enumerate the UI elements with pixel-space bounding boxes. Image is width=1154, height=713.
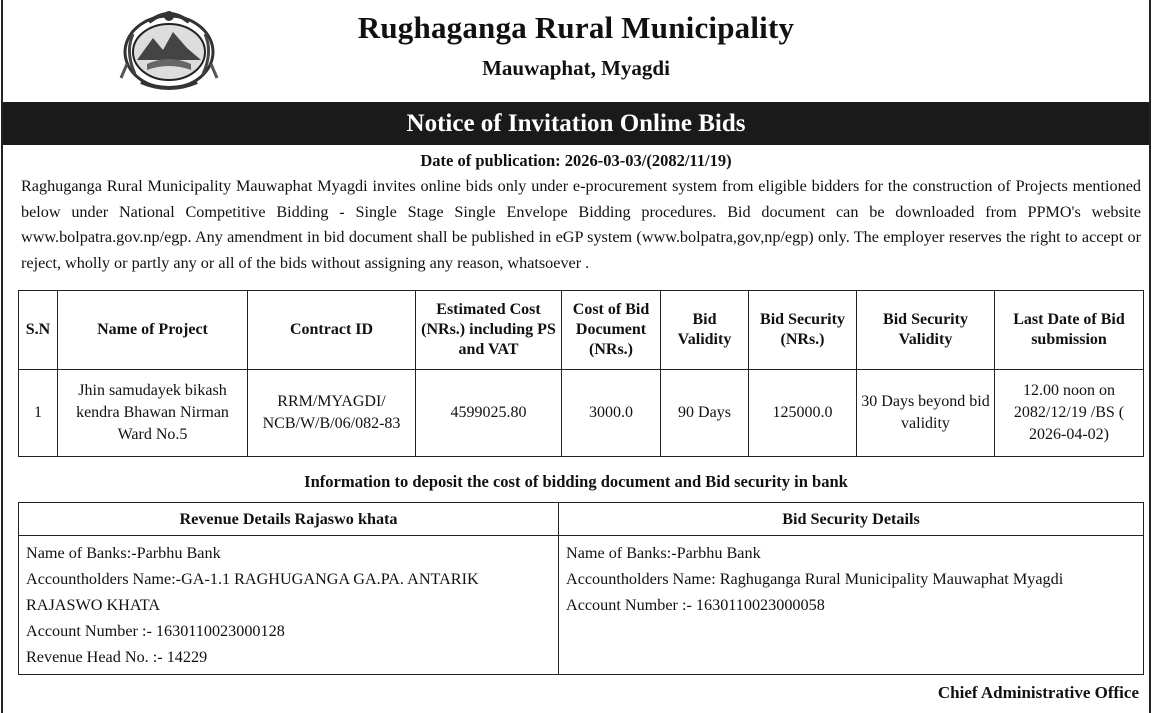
cell-security: 125000.0 [749,370,857,457]
cell-doc-cost: 3000.0 [562,370,661,457]
cell-estimated-cost: 4599025.80 [416,370,562,457]
header-estimated-cost: Estimated Cost (NRs.) including PS and VAT [416,291,562,370]
revenue-details-title: Revenue Details Rajaswo khata [19,503,559,536]
header-validity: Bid Validity [661,291,749,370]
header-contract-id: Contract ID [248,291,416,370]
security-bank-name: Name of Banks:-Parbhu Bank [566,544,761,562]
cell-sn: 1 [19,370,58,457]
cell-security-validity: 30 Days beyond bid validity [857,370,995,457]
bid-table [18,290,1144,457]
header-doc-cost: Cost of Bid Document (NRs.) [562,291,661,370]
revenue-bank-name: Name of Banks:-Parbhu Bank [26,544,221,562]
revenue-account-number: Account Number :- 1630110023000128 [26,622,285,640]
municipality-location: Mauwaphat, Myagdi [482,56,670,80]
header-security-validity: Bid Security Validity [857,291,995,370]
revenue-head-number: Revenue Head No. :- 14229 [26,648,208,666]
bank-details-table [18,502,1144,675]
notice-banner: Notice of Invitation Online Bids [3,102,1149,145]
municipality-title: Rughaganga Rural Municipality [357,10,795,45]
header-last-date: Last Date of Bid submission [995,291,1144,370]
header-project: Name of Project [58,291,248,370]
cell-project: Jhin samudayek bikash kendra Bhawan Nirman Ward No.5 [58,370,248,457]
notice-page [1,0,1151,713]
security-account-number: Account Number :- 1630110023000058 [566,596,825,614]
cell-last-date: 12.00 noon on 2082/12/19 /BS ( 2026-04-02) [995,370,1144,457]
table-row [19,370,1144,457]
bank-table-header-row [19,503,1144,536]
bid-table-header-row [19,291,1144,370]
publication-date: Date of publication: 2026-03-03/(2082/11/19) [420,151,732,170]
bank-info-heading: Information to deposit the cost of bidding document and Bid security in bank [304,472,848,491]
intro-paragraph: Raghuganga Rural Municipality Mauwaphat Myagdi invites online bids only under e-procurement system from eligible bidders for the construction of Projects mentioned below under National Competitive Bidding - Single Stage Single Envelope Bidding procedures. Bid document can be downloaded from PPMO's website www.bolpatra.gov.np/egp. Any amendment in bid document shall be published in eGP system (www.bolpatra,gov,np/egp) only. The employer reserves the right to accept or reject, wholly or partly any or all of the bids without assigning any reason, whatsoever . [21,177,1141,272]
bid-security-cell [559,536,1144,675]
revenue-details-cell [19,536,559,675]
revenue-account-holder: Accountholders Name:-GA-1.1 RAGHUGANGA GA.PA. ANTARIK RAJASWO KHATA [26,570,479,614]
bid-security-title: Bid Security Details [559,503,1144,536]
header-security: Bid Security (NRs.) [749,291,857,370]
cell-contract-id: RRM/MYAGDI/ NCB/W/B/06/082-83 [248,370,416,457]
security-account-holder: Accountholders Name: Raghuganga Rural Municipality Mauwaphat Myagdi [566,570,1064,588]
cell-validity: 90 Days [661,370,749,457]
bank-details-row [19,536,1144,675]
header-sn: S.N [19,291,58,370]
signature-office: Chief Administrative Office [937,683,1139,702]
